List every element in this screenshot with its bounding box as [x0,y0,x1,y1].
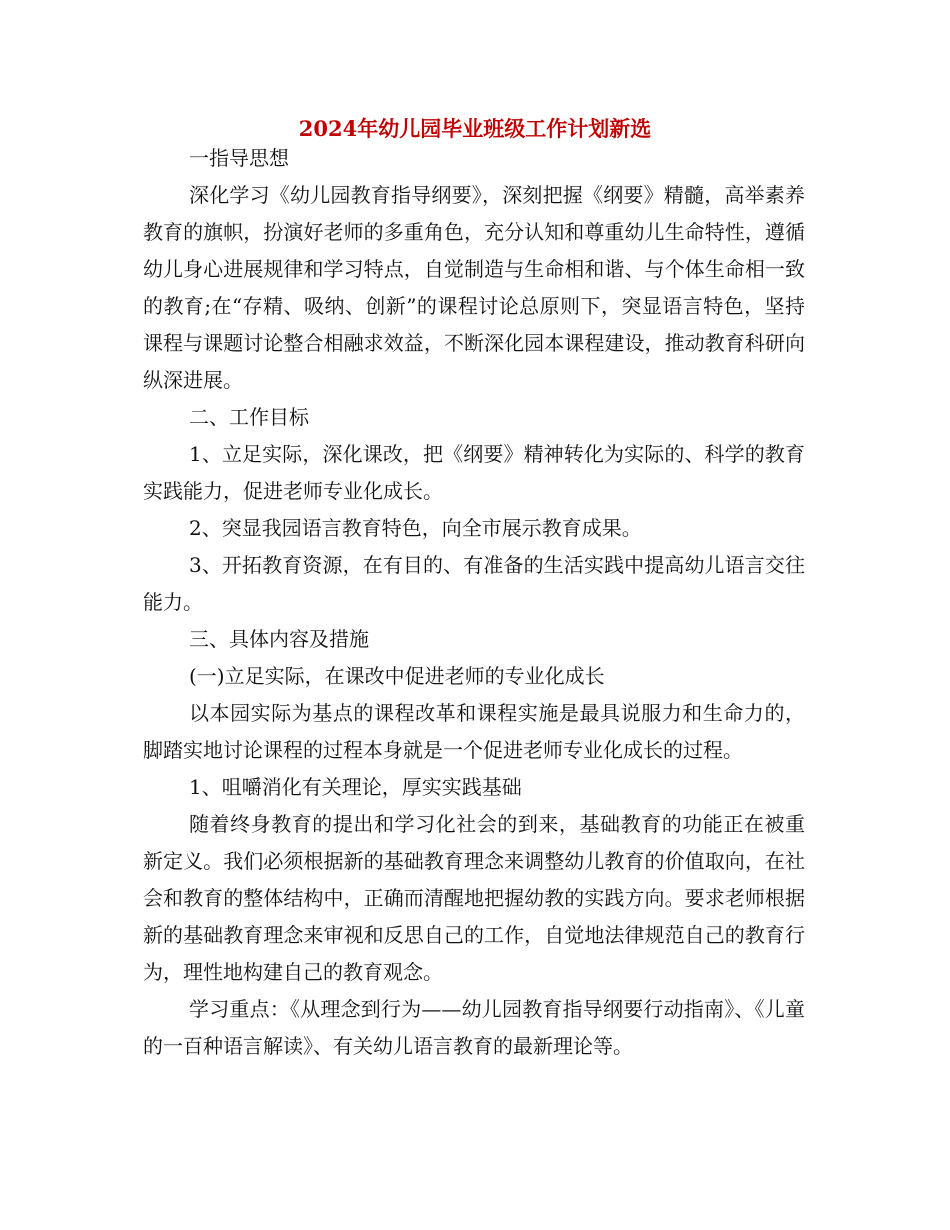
paragraph-learning-focus: 学习重点：《从理念到行为——幼儿园教育指导纲要行动指南》、《儿童的一百种语言解读》、有关幼儿语言教育的最新理论等。 [143,997,805,1058]
section-heading-guiding-ideology: 一指导思想 [189,146,289,170]
item-heading-theory: 1、咀嚼消化有关理论，厚实实践基础 [189,775,522,799]
section-heading-content-measures: 三、具体内容及措施 [189,627,369,651]
paragraph-lifelong-education: 随着终身教育的提出和学习化社会的到来，基础教育的功能正在被重新定义。我们必须根据新的基础教育理念来调整幼儿教育的价值取向，在社会和教育的整体结构中，正确而清醒地把握幼教的实践方向。要求老师根据新的基础教育理念来审视和反思自己的工作，自觉地法律规范自己的教育行为，理性地构建自己的教育观念。 [143,812,805,984]
document-title: 2024年幼儿园毕业班级工作计划新选 [298,116,652,141]
paragraph-curriculum-reform: 以本园实际为基点的课程改革和课程实施是最具说服力和生命力的，脚踏实地讨论课程的过程本身就是一个促进老师专业化成长的过程。 [143,701,805,762]
subsection-heading-1: (一)立足实际，在课改中促进老师的专业化成长 [189,664,605,688]
goal-item-2: 2、突显我园语言教育特色，向全市展示教育成果。 [189,516,642,540]
goal-item-1: 1、立足实际，深化课改，把《纲要》精神转化为实际的、科学的教育实践能力，促进老师专业化成长。 [143,442,805,503]
section-heading-work-goals: 二、工作目标 [189,405,309,429]
paragraph-guiding-ideology: 深化学习《幼儿园教育指导纲要》，深刻把握《纲要》精髓，高举素养教育的旗帜，扮演好老师的多重角色，充分认知和尊重幼儿生命特性，遵循幼儿身心进展规律和学习特点，自觉制造与生命相和谐、与个体生命相一致的教育;在“存精、吸纳、创新”的课程讨论总原则下，突显语言特色，坚持课程与课题讨论整合相融求效益，不断深化园本课程建设，推动教育科研向纵深进展。 [143,183,805,392]
goal-item-3: 3、开拓教育资源，在有目的、有准备的生活实践中提高幼儿语言交往能力。 [143,553,805,614]
document-body [143,140,805,1065]
